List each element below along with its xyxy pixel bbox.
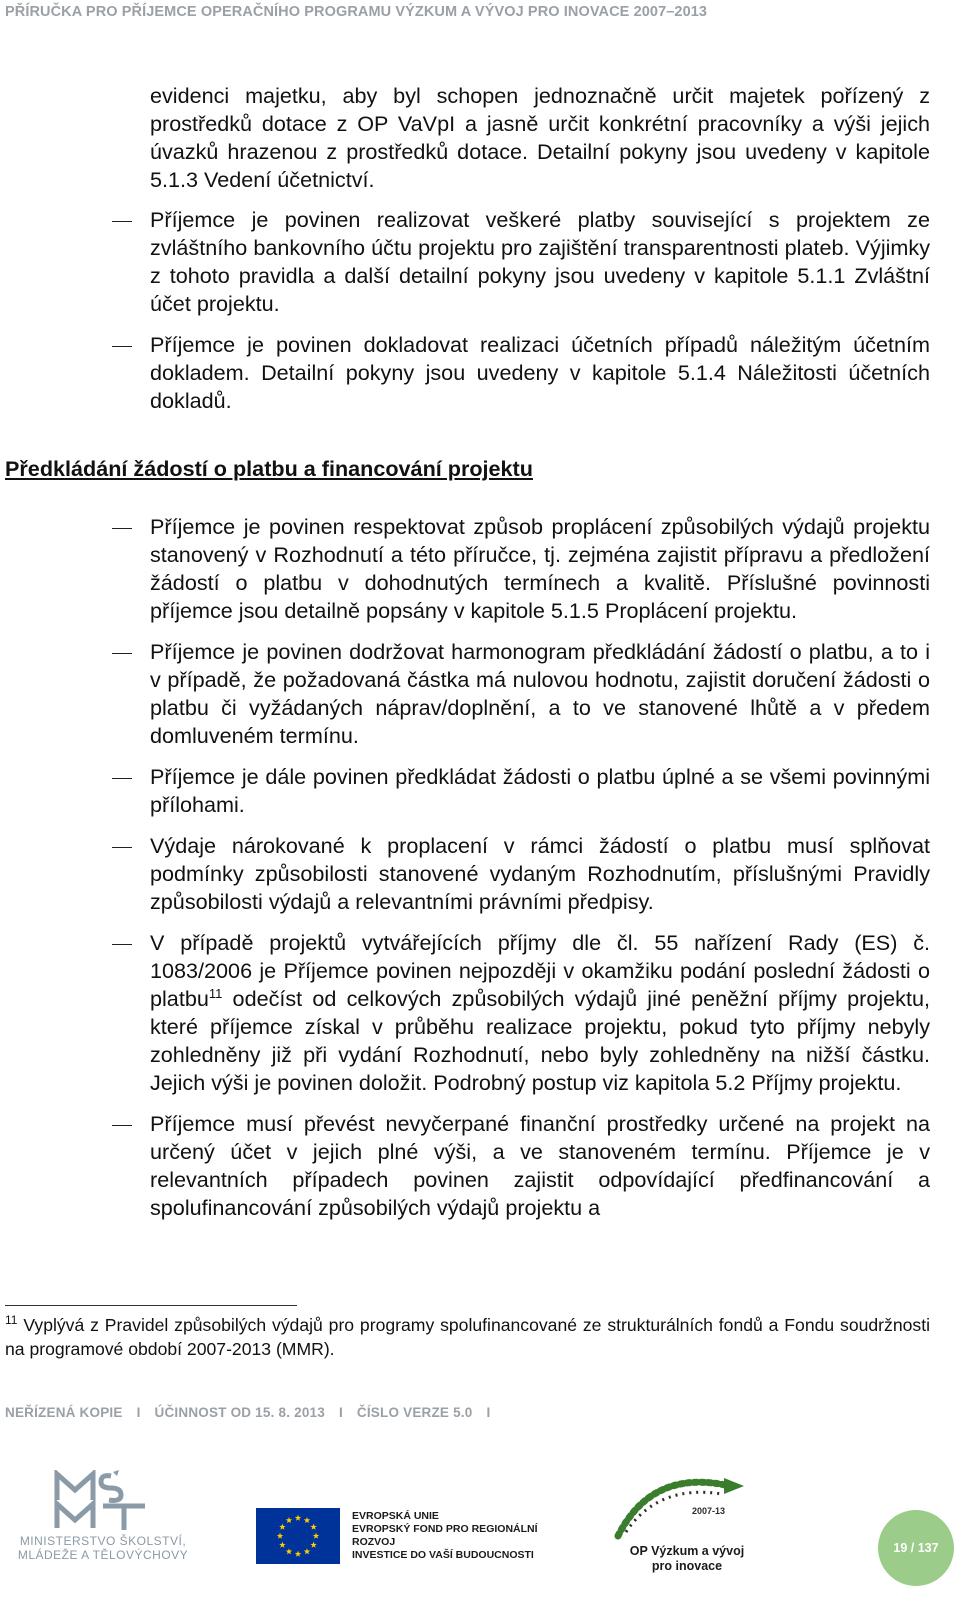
footnote-divider <box>5 1305 297 1306</box>
op-line-2: pro inovace <box>651 1559 723 1573</box>
text-after-footnote-ref: odečíst od celkových způsobilých výdajů jiné peněžní příjmy projektu, které příjemce získal v průběhu realizace projektu, pokud tyto příjmy nebyly zohledněny již při vydání Rozhodnutí, nebo byly zohledněny na nižší částku. Jejich výši je povinen doložit. Podrobný postup viz kapitola 5.2 Příjmy projektu. <box>150 986 930 1095</box>
dash-bullet-icon <box>112 528 132 529</box>
list-item <box>0 513 960 625</box>
footer-separator: I <box>338 1405 343 1420</box>
text-before-footnote-ref: V případě projektů vytvářejících příjmy dle čl. 55 nařízení Rady (ES) č. 1083/2006 je Příjemce povinen nejpozději v okamžiku podání poslední žádosti o platbu <box>150 930 930 1011</box>
dash-bullet-icon <box>112 944 132 945</box>
list-item <box>0 832 960 916</box>
list-item-text: Příjemce je povinen respektovat způsob proplácení způsobilých výdajů projektu stanovený v Rozhodnutí a této příručce, tj. zejména zajistit přípravu a předložení žádostí o platbu v dohodnutých termínech a kvalitě. Příslušné povinnosti příjemce jsou detailně popsány v kapitole 5.1.5 Proplácení projektu. <box>150 514 930 623</box>
dash-bullet-icon <box>112 653 132 654</box>
eu-flag-icon <box>256 1508 340 1564</box>
dash-bullet-icon <box>112 778 132 779</box>
eu-line-1: EVROPSKÁ UNIE <box>352 1510 439 1522</box>
intro-paragraph: evidenci majetku, aby byl schopen jednoznačně určit majetek pořízený z prostředků dotace z OP VaVpI a jasně určit konkrétní pracovníky a výši jejich úvazků hrazenou z prostředků dotace. Detailní pokyny jsou uvedeny v kapitole 5.1.3 Vedení účetnictví. <box>150 83 930 192</box>
copy-status: NEŘÍZENÁ KOPIE <box>5 1405 123 1420</box>
list-item-text: Příjemce je dále povinen předkládat žádosti o platbu úplné a se všemi povinnými přílohami. <box>150 764 930 817</box>
msmt-monogram-icon <box>53 1470 149 1532</box>
list-item-text <box>150 930 930 1095</box>
list-item-text: Příjemce je povinen realizovat veškeré platby související s projektem ze zvláštního bankovního účtu projektu pro zajištění transparentnosti plateb. Výjimky z tohoto pravidla a další detailní pokyny jsou uvedeny v kapitole 5.1.1 Zvláštní účet projektu. <box>150 207 930 316</box>
version-number: ČÍSLO VERZE 5.0 <box>356 1405 473 1420</box>
list-item <box>0 1110 960 1222</box>
footnote <box>5 1313 930 1361</box>
dash-bullet-icon <box>112 346 132 347</box>
list-item-text: Výdaje nárokované k proplacení v rámci žádostí o platbu musí splňovat podmínky způsobilosti stanovené vydaným Rozhodnutím, příslušnými Pravidly způsobilosti výdajů a relevantními právními předpisy. <box>150 833 930 914</box>
page-number-badge: 19 / 137 <box>878 1510 954 1586</box>
list-item <box>0 331 960 415</box>
list-item <box>0 638 960 750</box>
effective-date: ÚČINNOST OD 15. 8. 2013 <box>154 1405 325 1420</box>
dash-bullet-icon <box>112 1125 132 1126</box>
list-item-text: Příjemce musí převést nevyčerpané finanční prostředky určené na projekt na určený účet v jejich plné výši, a ve stanoveném termínu. Příjemce je v relevantních případech povinen zajistit odpovídající předfinancování a spolufinancování způsobilých výdajů projektu a <box>150 1111 930 1220</box>
document-status-footer <box>5 1405 490 1420</box>
op-arc-icon <box>612 1462 762 1544</box>
eu-line-2: EVROPSKÝ FOND PRO REGIONÁLNÍ ROZVOJ <box>352 1523 538 1548</box>
list-item-text: Příjemce je povinen dodržovat harmonogram předkládání žádostí o platbu, a to i v případě, že požadovaná částka má nulovou hodnotu, zajistit doručení žádosti o platbu či vyžádaných náprav/doplnění, a to ve stanovené lhůtě a v předem domluveném termínu. <box>150 639 930 748</box>
footer-separator: I <box>136 1405 141 1420</box>
running-header: PŘÍRUČKA PRO PŘÍJEMCE OPERAČNÍHO PROGRAMU VÝZKUM A VÝVOJ PRO INOVACE 2007–2013 <box>5 4 708 20</box>
list-item-text: Příjemce je povinen dokladovat realizaci účetních případů náležitým účetním dokladem. Detailní pokyny jsou uvedeny v kapitole 5.1.4 Náležitosti účetních dokladů. <box>150 332 930 413</box>
op-line-1: OP Výzkum a vývoj <box>629 1544 745 1558</box>
footnote-text: Vyplývá z Pravidel způsobilých výdajů pro programy spolufinancované ze strukturálních fondů a Fondu soudržnosti na programové období 2007-2013 (MMR). <box>5 1315 930 1359</box>
op-vavpi-logo <box>612 1462 762 1572</box>
dash-bullet-icon <box>112 221 132 222</box>
eu-line-3: INVESTICE DO VAŠÍ BUDOUCNOSTI <box>352 1549 534 1561</box>
eu-caption <box>352 1510 562 1562</box>
footnote-reference[interactable]: 11 <box>208 985 223 1001</box>
footnote-number: 11 <box>5 1313 18 1328</box>
eu-erdf-logo <box>256 1508 556 1564</box>
msmt-logo <box>8 1470 188 1566</box>
msmt-line-1: MINISTERSTVO ŠKOLSTVÍ, <box>19 1534 187 1548</box>
list-item <box>0 929 960 1097</box>
op-caption <box>612 1544 762 1574</box>
op-years: 2007-13 <box>692 1506 726 1516</box>
footer-separator: I <box>486 1405 491 1420</box>
dash-bullet-icon <box>112 847 132 848</box>
msmt-line-2: MLÁDEŽE A TĚLOVÝCHOVY <box>17 1548 189 1562</box>
msmt-caption <box>8 1534 198 1562</box>
list-item <box>0 206 960 318</box>
list-item <box>0 763 960 819</box>
page-body <box>0 82 960 1235</box>
section-heading: Předkládání žádostí o platbu a financování projektu <box>5 456 533 481</box>
